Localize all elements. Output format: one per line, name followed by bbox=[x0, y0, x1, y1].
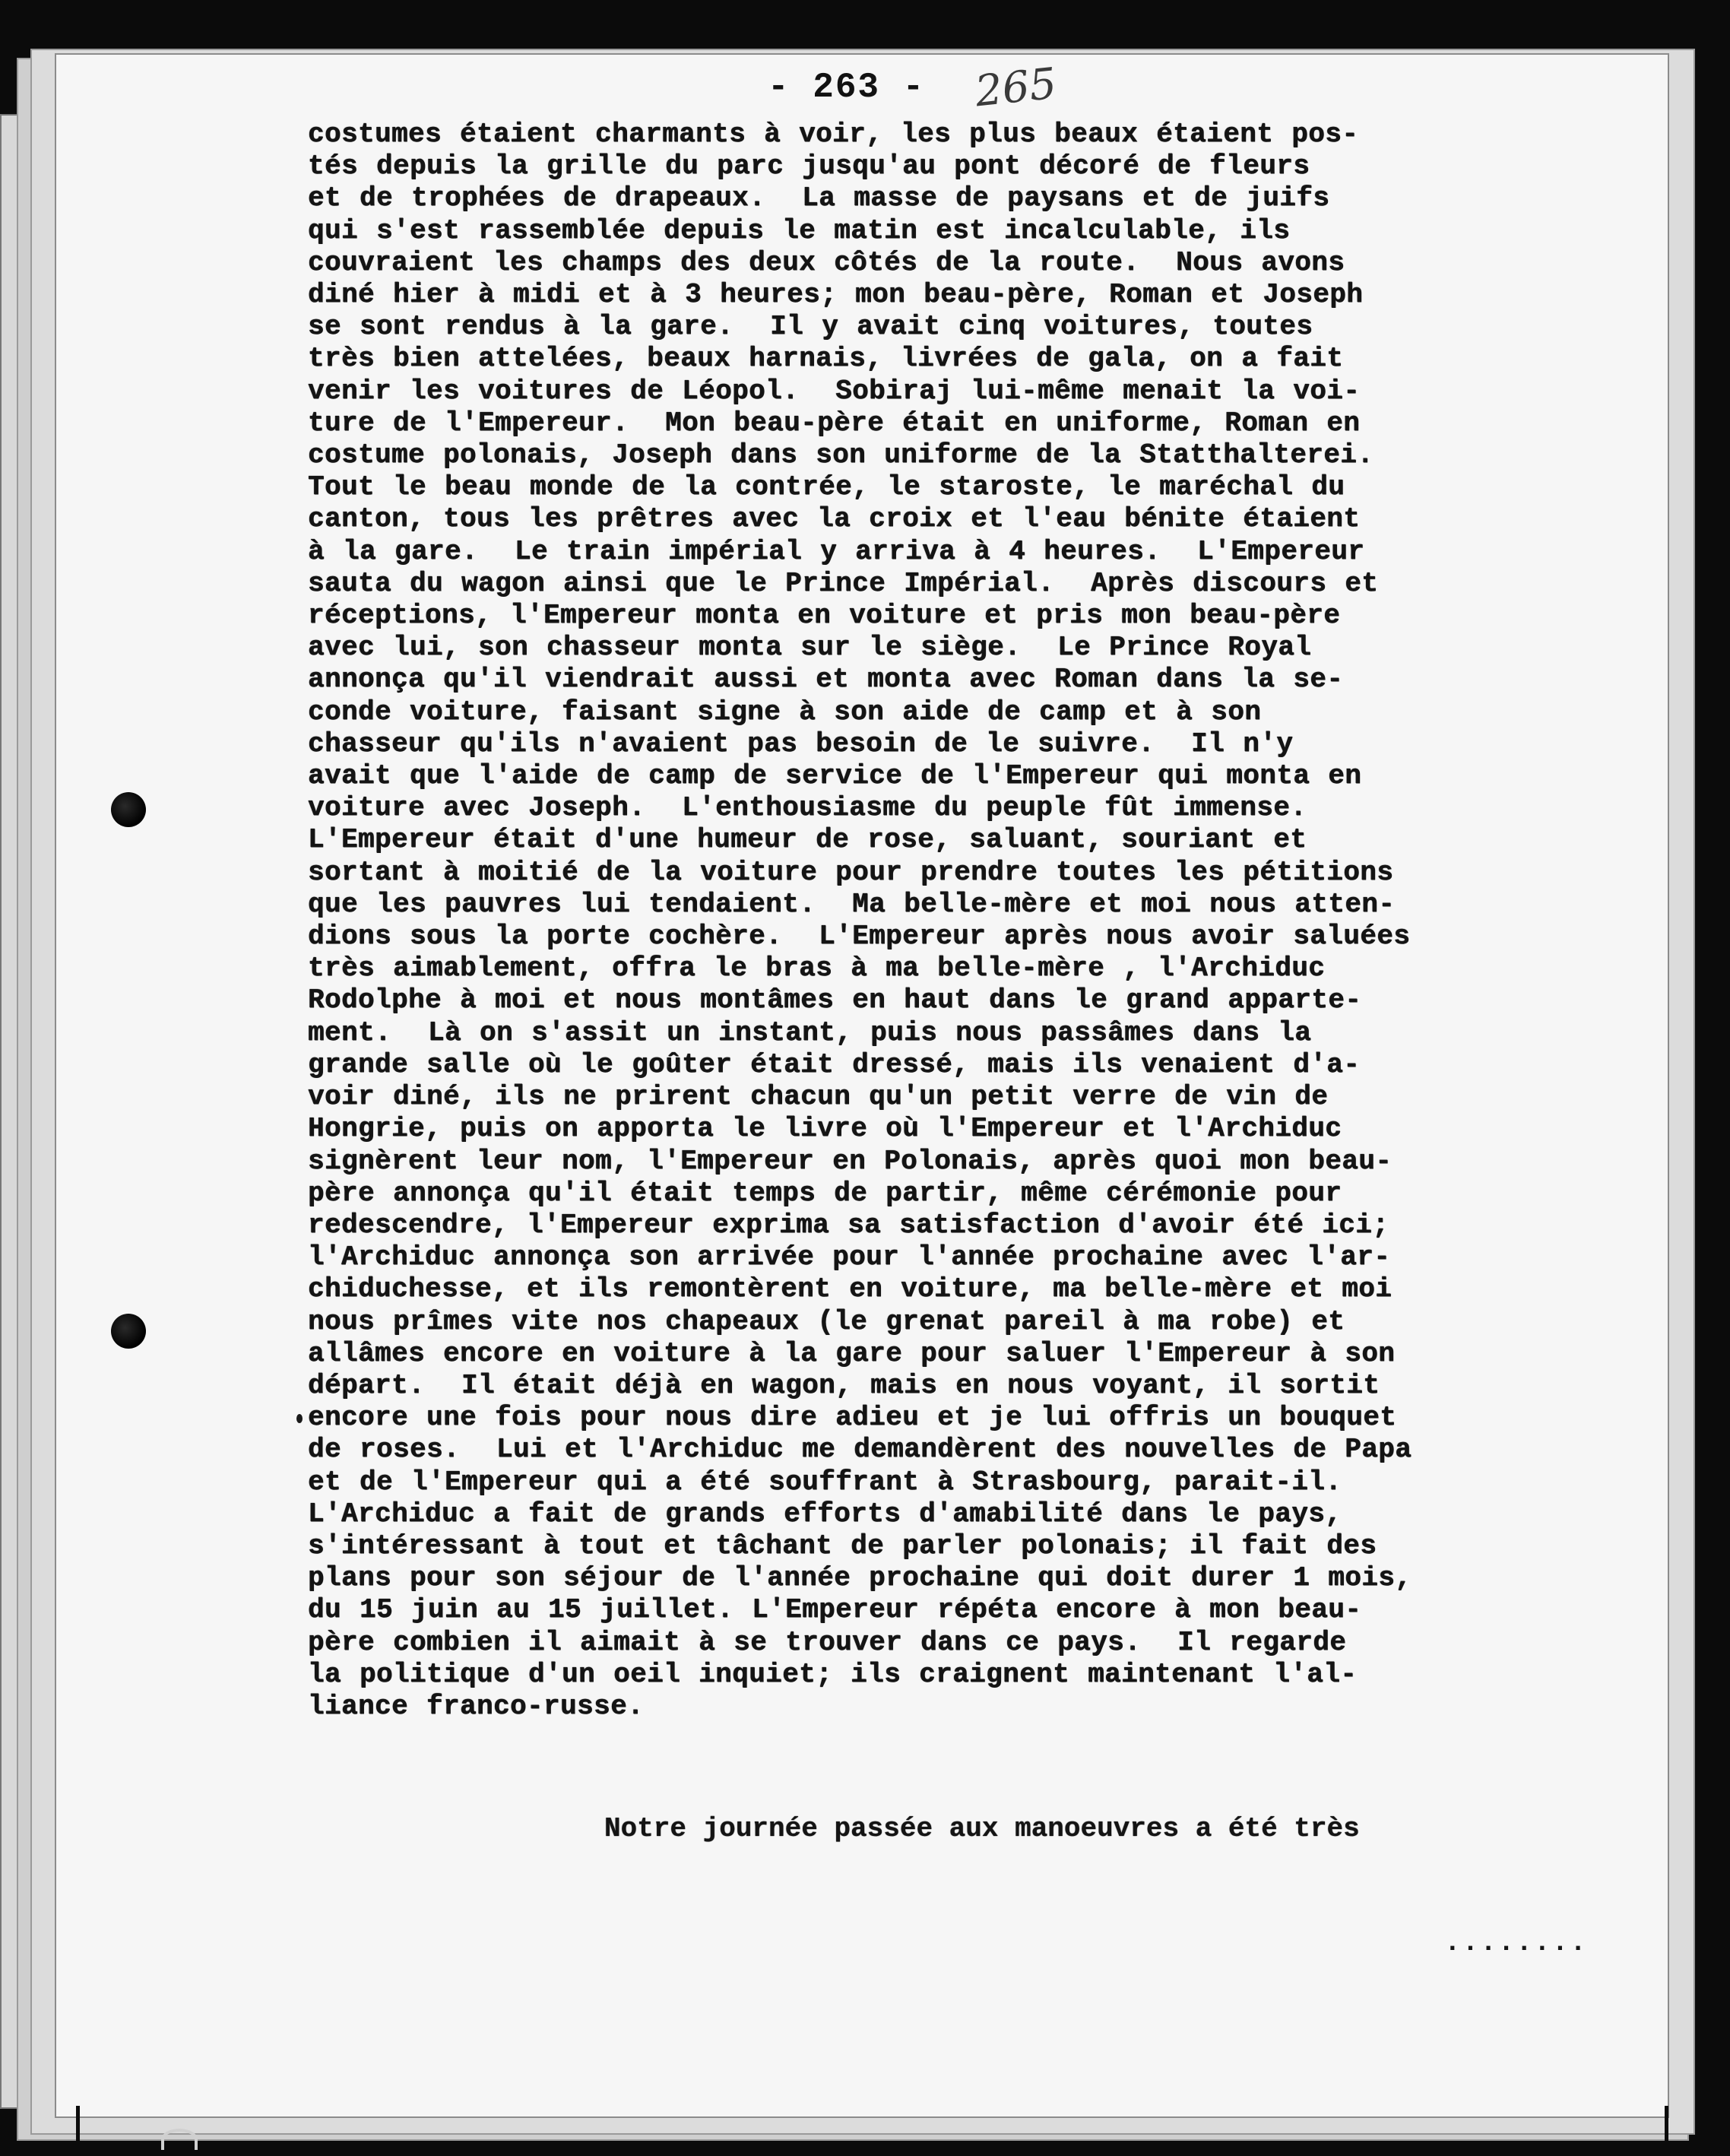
text-line: de roses. Lui et l'Archiduc me demandèrent des nouvelles de Papa bbox=[308, 1434, 1412, 1466]
text-line: s'intéressant à tout et tâchant de parler polonais; il fait des bbox=[308, 1530, 1377, 1562]
crop-mark bbox=[76, 2148, 114, 2152]
text-line: voiture avec Joseph. L'enthousiasme du peuple fût immense. bbox=[308, 792, 1307, 824]
text-line: dions sous la porte cochère. L'Empereur après nous avoir saluées bbox=[308, 921, 1411, 953]
text-line: liance franco-russe. bbox=[308, 1690, 645, 1722]
text-line: très bien attelées, beaux harnais, livrées de gala, on a fait bbox=[308, 343, 1344, 375]
text-line: ture de l'Empereur. Mon beau-père était en uniforme, Roman en bbox=[308, 407, 1361, 439]
text-line: qui s'est rassemblée depuis le matin est incalculable, ils bbox=[308, 214, 1291, 246]
text-line: conde voiture, faisant signe à son aide de camp et à son bbox=[308, 696, 1262, 728]
text-line: départ. Il était déjà en wagon, mais en nous voyant, il sortit bbox=[308, 1369, 1380, 1401]
text-line: et de l'Empereur qui a été souffrant à Strasbourg, parait-il. bbox=[308, 1466, 1342, 1498]
text-line: la politique d'un oeil inquiet; ils craignent maintenant l'al- bbox=[308, 1658, 1358, 1690]
text-line: canton, tous les prêtres avec la croix et l'eau bénite étaient bbox=[308, 503, 1361, 535]
text-line: couvraient les champs des deux côtés de la route. Nous avons bbox=[308, 246, 1345, 278]
crop-mark bbox=[85, 0, 89, 46]
page-header bbox=[768, 53, 1060, 122]
text-line: L'Archiduc a fait de grands efforts d'amabilité dans le pays, bbox=[308, 1498, 1342, 1530]
crop-mark bbox=[85, 8, 122, 11]
continuation-dots: ........ bbox=[1444, 1927, 1588, 1958]
text-line: redescendre, l'Empereur exprima sa satisfaction d'avoir été ici; bbox=[308, 1209, 1389, 1241]
text-line: annonça qu'il viendrait aussi et monta avec Roman dans la se- bbox=[308, 664, 1344, 696]
text-line: et de trophées de drapeaux. La masse de paysans et de juifs bbox=[308, 182, 1330, 214]
ink-speck bbox=[296, 1414, 303, 1423]
punch-hole bbox=[111, 1314, 146, 1349]
text-line: chasseur qu'ils n'avaient pas besoin de le suivre. Il n'y bbox=[308, 728, 1294, 759]
next-paragraph: Notre journée passée aux manoeuvres a été très bbox=[604, 1813, 1360, 1844]
text-line: l'Archiduc annonça son arrivée pour l'année prochaine avec l'ar- bbox=[308, 1241, 1391, 1273]
text-line: costume polonais, Joseph dans son uniforme de la Statthalterei. bbox=[308, 439, 1374, 471]
text-line: très aimablement, offra le bras à ma belle-mère , l'Archiduc bbox=[308, 953, 1326, 984]
text-line: père combien il aimait à se trouver dans ce pays. Il regarde bbox=[308, 1626, 1347, 1658]
text-line: que les pauvres lui tendaient. Ma belle-mère et moi nous atten- bbox=[308, 888, 1396, 920]
page-number: - 263 - bbox=[768, 68, 926, 107]
text-line: Hongrie, puis on apporta le livre où l'Empereur et l'Archiduc bbox=[308, 1113, 1342, 1145]
text-line: chiduchesse, et ils remontèrent en voiture, ma belle-mère et moi bbox=[308, 1273, 1393, 1305]
crop-mark bbox=[1616, 8, 1652, 11]
text-line: ment. Là on s'assit un instant, puis nous passâmes dans la bbox=[308, 1016, 1312, 1048]
text-line: diné hier à midi et à 3 heures; mon beau-père, Roman et Joseph bbox=[308, 279, 1364, 311]
text-line: plans pour son séjour de l'année prochaine qui doit durer 1 mois, bbox=[308, 1562, 1412, 1594]
text-line: sortant à moitié de la voiture pour prendre toutes les pétitions bbox=[308, 856, 1394, 888]
punch-hole bbox=[111, 792, 146, 827]
film-mark bbox=[161, 2129, 198, 2150]
text-line: voir diné, ils ne prirent chacun qu'un petit verre de vin de bbox=[308, 1081, 1329, 1113]
handwritten-page-number: 265 bbox=[973, 59, 1060, 116]
text-line: venir les voitures de Léopol. Sobiraj lui-même menait la voi- bbox=[308, 375, 1361, 407]
text-line: à la gare. Le train impérial y arriva à 4 heures. L'Empereur bbox=[308, 535, 1365, 567]
text-line: encore une fois pour nous dire adieu et je lui offris un bouquet bbox=[308, 1402, 1397, 1434]
text-line: allâmes encore en voiture à la gare pour saluer l'Empereur à son bbox=[308, 1337, 1396, 1369]
text-line: avec lui, son chasseur monta sur le siège. Le Prince Royal bbox=[308, 632, 1312, 664]
text-line: avait que l'aide de camp de service de l'Empereur qui monta en bbox=[308, 760, 1362, 792]
body-text bbox=[308, 119, 1615, 1723]
text-line: grande salle où le goûter était dressé, mais ils venaient d'a- bbox=[308, 1048, 1361, 1080]
text-line: se sont rendus à la gare. Il y avait cinq voitures, toutes bbox=[308, 311, 1313, 343]
text-line: réceptions, l'Empereur monta en voiture et pris mon beau-père bbox=[308, 600, 1341, 632]
crop-mark bbox=[1631, 2148, 1668, 2152]
text-line: du 15 juin au 15 juillet. L'Empereur répéta encore à mon beau- bbox=[308, 1594, 1362, 1626]
text-line: père annonça qu'il était temps de partir, même cérémonie pour bbox=[308, 1177, 1342, 1209]
text-line: Tout le beau monde de la contrée, le staroste, le maréchal du bbox=[308, 471, 1345, 503]
crop-mark bbox=[1648, 0, 1652, 42]
text-line: sauta du wagon ainsi que le Prince Impérial. Après discours et bbox=[308, 567, 1379, 599]
text-line: signèrent leur nom, l'Empereur en Polonais, après quoi mon beau- bbox=[308, 1145, 1393, 1177]
text-line: L'Empereur était d'une humeur de rose, saluant, souriant et bbox=[308, 824, 1307, 856]
text-line: Rodolphe à moi et nous montâmes en haut dans le grand apparte- bbox=[308, 984, 1362, 1016]
text-line: costumes étaient charmants à voir, les plus beaux étaient pos- bbox=[308, 119, 1359, 150]
text-line: nous prîmes vite nos chapeaux (le grenat pareil à ma robe) et bbox=[308, 1305, 1345, 1337]
text-line: tés depuis la grille du parc jusqu'au pont décoré de fleurs bbox=[308, 151, 1310, 182]
